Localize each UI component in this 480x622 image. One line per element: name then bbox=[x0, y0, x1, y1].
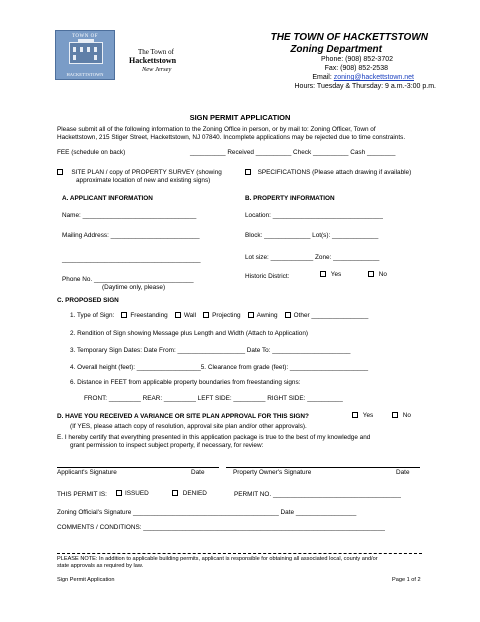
owner-signature-label: Property Owner's Signature bbox=[233, 469, 312, 476]
height-clearance-field[interactable]: 4. Overall height (feet): __________________5. Clearance from grade (feet): ______________________ bbox=[70, 364, 369, 371]
historic-district-label: Historic District: bbox=[245, 273, 290, 280]
logo-window bbox=[73, 55, 76, 60]
town-logo bbox=[55, 30, 115, 80]
town-of-label: The Town of bbox=[138, 48, 174, 56]
historic-no-label: No bbox=[378, 271, 387, 278]
note-line-2: state approvals as required by law. bbox=[57, 563, 144, 569]
variance-yes-option bbox=[352, 412, 373, 419]
mailing-address-field[interactable]: Mailing Address: _________________________ bbox=[62, 232, 200, 239]
logo-window bbox=[87, 47, 90, 52]
intro-line-1: Please submit all of the following information to the Zoning Office in person, or by mail to: Zoning Officer, Town of bbox=[57, 126, 376, 133]
variance-no-checkbox[interactable] bbox=[392, 412, 398, 418]
email-label: Email: bbox=[312, 74, 332, 81]
certification-line-2: grant permission to inspect subject property, if necessary, for review: bbox=[70, 442, 264, 449]
divider-line bbox=[57, 553, 422, 554]
intro-line-2: Hackettstown, 215 Stiger Street, Hackettstown, NJ 07840. Incomplete applications may be rejected due to time constraints. bbox=[57, 134, 406, 141]
wall-label: Wall bbox=[183, 312, 197, 319]
specifications-item bbox=[245, 169, 411, 176]
footer-page-number: Page 1 of 2 bbox=[392, 577, 421, 583]
form-title: SIGN PERMIT APPLICATION bbox=[189, 113, 291, 122]
distance-fields[interactable]: FRONT: _________ REAR: _________ LEFT SIDE: _________ RIGHT SIDE: __________ bbox=[84, 395, 343, 402]
variance-yes-label: Yes bbox=[362, 412, 374, 419]
other-label[interactable]: Other ________________ bbox=[293, 312, 369, 319]
projecting-label: Projecting bbox=[212, 312, 241, 319]
temporary-dates-field[interactable]: 3. Temporary Sign Dates: Date From: ___________________ Date To: ______________________ bbox=[70, 347, 351, 354]
issued-checkbox[interactable] bbox=[116, 490, 122, 496]
town-title: THE TOWN OF HACKETTSTOWN bbox=[270, 32, 428, 43]
sign-type-label: 1. Type of Sign: bbox=[70, 312, 115, 319]
town-name: Hackettstown bbox=[129, 56, 177, 65]
footer-form-name: Sign Permit Application bbox=[57, 577, 115, 583]
property-info-heading: B. PROPERTY INFORMATION bbox=[245, 195, 335, 202]
freestanding-label: Freestanding bbox=[130, 312, 168, 319]
location-field[interactable]: Location: _______________________________ bbox=[245, 212, 383, 219]
logo-building bbox=[69, 42, 103, 64]
denied-option bbox=[172, 490, 207, 497]
issued-label: ISSUED bbox=[125, 490, 149, 497]
owner-signature-line[interactable] bbox=[226, 467, 420, 468]
office-hours: Hours: Tuesday & Thursday: 9 a.m.-3:00 p.m. bbox=[294, 83, 436, 90]
awning-checkbox[interactable] bbox=[248, 312, 254, 318]
email-line bbox=[312, 74, 414, 81]
variance-no-option bbox=[392, 412, 411, 419]
site-plan-label: SITE PLAN / copy of PROPERTY SURVEY (showing bbox=[71, 169, 222, 176]
certification-line-1: E. I hereby certify that everything presented in this application package is true to the best of my knowledge and bbox=[57, 434, 371, 441]
issued-option bbox=[116, 490, 149, 497]
applicant-signature-line[interactable] bbox=[57, 467, 219, 468]
state-name: New Jersey bbox=[142, 66, 172, 73]
variance-no-label: No bbox=[402, 412, 411, 419]
historic-no-checkbox[interactable] bbox=[368, 271, 374, 277]
historic-yes-label: Yes bbox=[330, 271, 342, 278]
fax-number: Fax: (908) 852-2538 bbox=[324, 65, 388, 72]
variance-question: D. HAVE YOU RECEIVED A VARIANCE OR SITE PLAN APPROVAL FOR THIS SIGN? bbox=[57, 413, 309, 420]
logo-window bbox=[94, 47, 97, 52]
comments-field[interactable]: COMMENTS / CONDITIONS: ____________________________________________________________________ bbox=[57, 524, 385, 531]
name-field[interactable]: Name: ________________________________ bbox=[62, 212, 197, 219]
note-line-1: PLEASE NOTE: In addition to applicable building permits, applicant is responsible for obtaining all associated local, county and/or bbox=[57, 556, 378, 562]
lot-size-zone-field[interactable]: Lot size: ____________ Zone: _____________ bbox=[245, 254, 380, 261]
distance-item: 6. Distance in FEET from applicable property boundaries from freestanding signs: bbox=[70, 379, 301, 386]
variance-yes-checkbox[interactable] bbox=[352, 412, 358, 418]
daytime-note: (Daytime only, please) bbox=[102, 284, 166, 291]
sign-type-row bbox=[70, 312, 368, 319]
logo-top-text: TOWN OF bbox=[71, 34, 99, 39]
logo-bottom-text: HACKETTSTOWN bbox=[66, 72, 104, 77]
variance-note: (If YES, please attach copy of resolution, approval site plan and/or other approvals). bbox=[70, 423, 307, 430]
awning-label: Awning bbox=[256, 312, 278, 319]
freestanding-checkbox[interactable] bbox=[121, 312, 127, 318]
projecting-checkbox[interactable] bbox=[203, 312, 209, 318]
site-plan-checkbox[interactable] bbox=[57, 169, 63, 175]
block-lot-field[interactable]: Block: _____________ Lot(s): _____________ bbox=[245, 232, 379, 239]
wall-checkbox[interactable] bbox=[175, 312, 181, 318]
specifications-label: SPECIFICATIONS (Please attach drawing if available) bbox=[257, 169, 412, 176]
logo-window bbox=[73, 47, 76, 52]
owner-date-label: Date bbox=[396, 469, 410, 476]
permit-status-label: THIS PERMIT IS: bbox=[57, 491, 107, 498]
phone-number-field[interactable]: Phone No. ____________________________ bbox=[62, 276, 194, 283]
denied-label: DENIED bbox=[182, 490, 207, 497]
fee-fields[interactable]: __________ Received __________ Check __________ Cash ________ bbox=[190, 149, 396, 156]
logo-window bbox=[94, 55, 97, 60]
phone-number: Phone: (908) 852-3702 bbox=[321, 56, 393, 63]
specifications-checkbox[interactable] bbox=[245, 169, 251, 175]
address-line-2-field[interactable]: _______________________________________ bbox=[62, 256, 201, 263]
logo-window bbox=[80, 47, 83, 52]
historic-yes-option bbox=[320, 271, 341, 278]
historic-yes-checkbox[interactable] bbox=[320, 271, 326, 277]
applicant-signature-label: Applicant's Signature bbox=[57, 469, 117, 476]
rendition-item: 2. Rendition of Sign showing Message plus Length and Width (Attach to Application) bbox=[70, 330, 309, 337]
applicant-info-heading: A. APPLICANT INFORMATION bbox=[62, 195, 153, 202]
email-link[interactable]: zoning@hackettstown.net bbox=[333, 74, 414, 81]
applicant-date-label: Date bbox=[191, 469, 205, 476]
site-plan-item bbox=[57, 169, 222, 176]
department-title: Zoning Department bbox=[290, 44, 382, 55]
historic-no-option bbox=[368, 271, 387, 278]
other-checkbox[interactable] bbox=[285, 312, 291, 318]
official-signature-field[interactable]: Zoning Official's Signature _________________________________________ Date _________________ bbox=[57, 509, 357, 516]
denied-checkbox[interactable] bbox=[172, 490, 178, 496]
proposed-sign-heading: C. PROPOSED SIGN bbox=[57, 297, 119, 304]
permit-number-field[interactable]: PERMIT NO. ____________________________________ bbox=[234, 491, 401, 498]
fee-label: FEE (schedule on back) bbox=[57, 149, 126, 156]
site-plan-label-2: approximate location of new and existing signs) bbox=[76, 177, 211, 184]
